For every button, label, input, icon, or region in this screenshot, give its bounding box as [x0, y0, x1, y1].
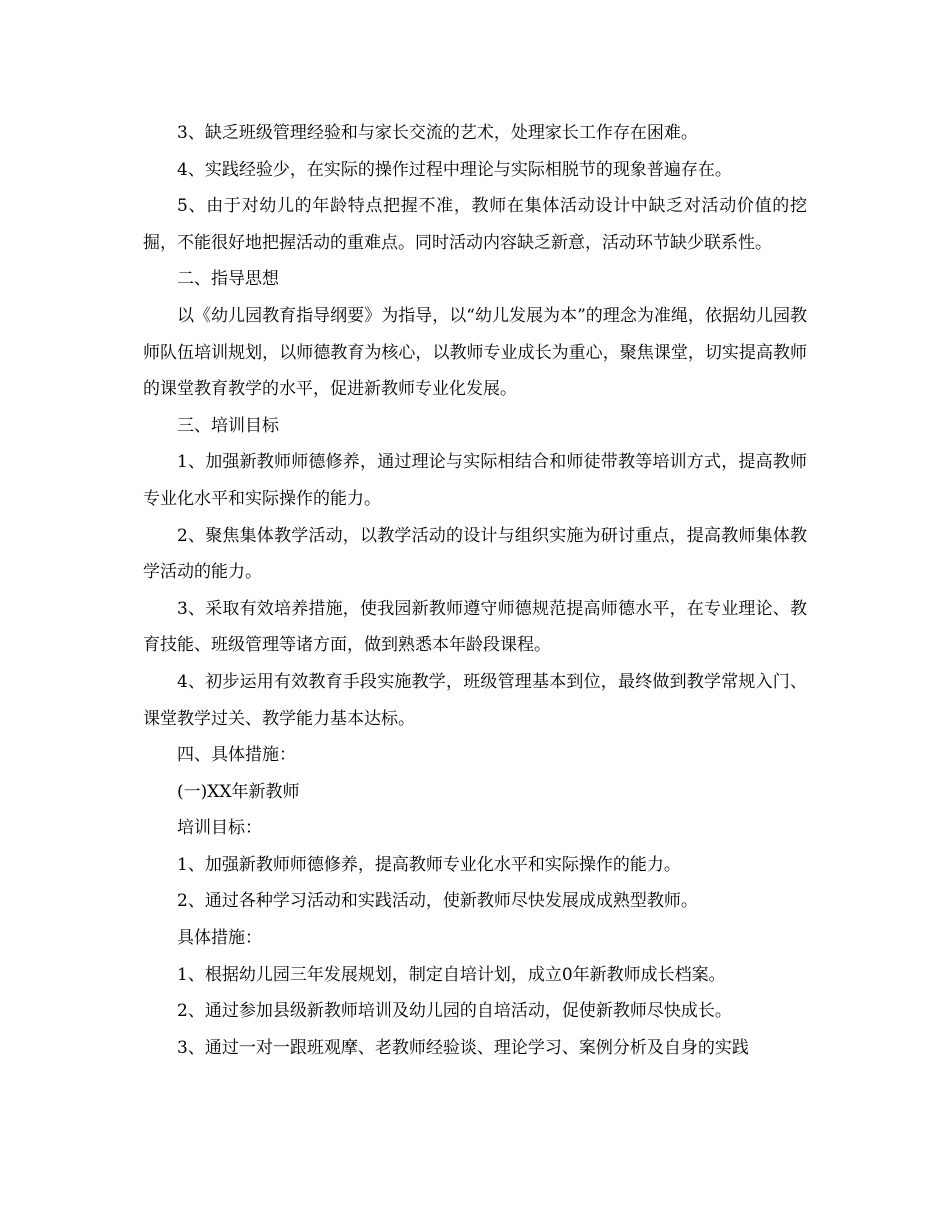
- paragraph-item-4: 4、实践经验少，在实际的操作过程中理论与实际相脱节的现象普遍存在。: [177, 159, 732, 180]
- goal-item-2: 2、聚焦集体教学活动，以教学活动的设计与组织实施为研讨重点，提高教师集体教学活动的能力。: [143, 525, 807, 583]
- measure-item-1: 1、根据幼儿园三年发展规划，制定自培计划，成立0年新教师成长档案。: [177, 964, 726, 985]
- paragraph-guiding-ideology: 以《幼儿园教育指导纲要》为指导，以“幼儿发展为本”的理念为准绳，依据幼儿园教师队伍培训规划，以师德教育为核心，以教师专业成长为重心，聚焦课堂，切实提高教师的课堂教育教学的水平，促进新教师专业化发展。: [143, 305, 807, 400]
- subsection-heading-new-teachers: (一)XX年新教师: [177, 781, 300, 802]
- section-heading-guiding-ideology: 二、指导思想: [177, 269, 279, 290]
- measure-item-3: 3、通过一对一跟班观摩、老教师经验谈、理论学习、案例分析及自身的实践: [177, 1037, 749, 1058]
- new-teacher-goal-2: 2、通过各种学习活动和实践活动，使新教师尽快发展成成熟型教师。: [177, 891, 698, 912]
- subheading-training-goals: 培训目标：: [177, 818, 262, 839]
- goal-item-4: 4、初步运用有效教育手段实施教学，班级管理基本到位，最终做到教学常规入门、课堂教学过关、教学能力基本达标。: [143, 671, 807, 729]
- section-heading-specific-measures: 四、具体措施：: [177, 745, 296, 766]
- subheading-specific-measures: 具体措施：: [177, 928, 262, 949]
- measure-item-2: 2、通过参加县级新教师培训及幼儿园的自培活动，促使新教师尽快成长。: [177, 1001, 732, 1022]
- section-heading-training-goals: 三、培训目标: [177, 415, 279, 436]
- goal-item-1: 1、加强新教师师德修养，通过理论与实际相结合和师徒带教等培训方式，提高教师专业化水平和实际操作的能力。: [143, 452, 807, 509]
- paragraph-item-3: 3、缺乏班级管理经验和与家长交流的艺术，处理家长工作存在困难。: [177, 123, 698, 143]
- goal-item-3: 3、采取有效培养措施，使我园新教师遵守师德规范提高师德水平，在专业理论、教育技能、班级管理等诸方面，做到熟悉本年龄段课程。: [143, 598, 807, 656]
- paragraph-item-5: 5、由于对幼儿的年龄特点把握不准，教师在集体活动设计中缺乏对活动价值的挖掘，不能很好地把握活动的重难点。同时活动内容缺乏新意，活动环节缺少联系性。: [143, 196, 807, 253]
- document-body: [143, 115, 807, 1066]
- new-teacher-goal-1: 1、加强新教师师德修养，提高教师专业化水平和实际操作的能力。: [177, 854, 681, 875]
